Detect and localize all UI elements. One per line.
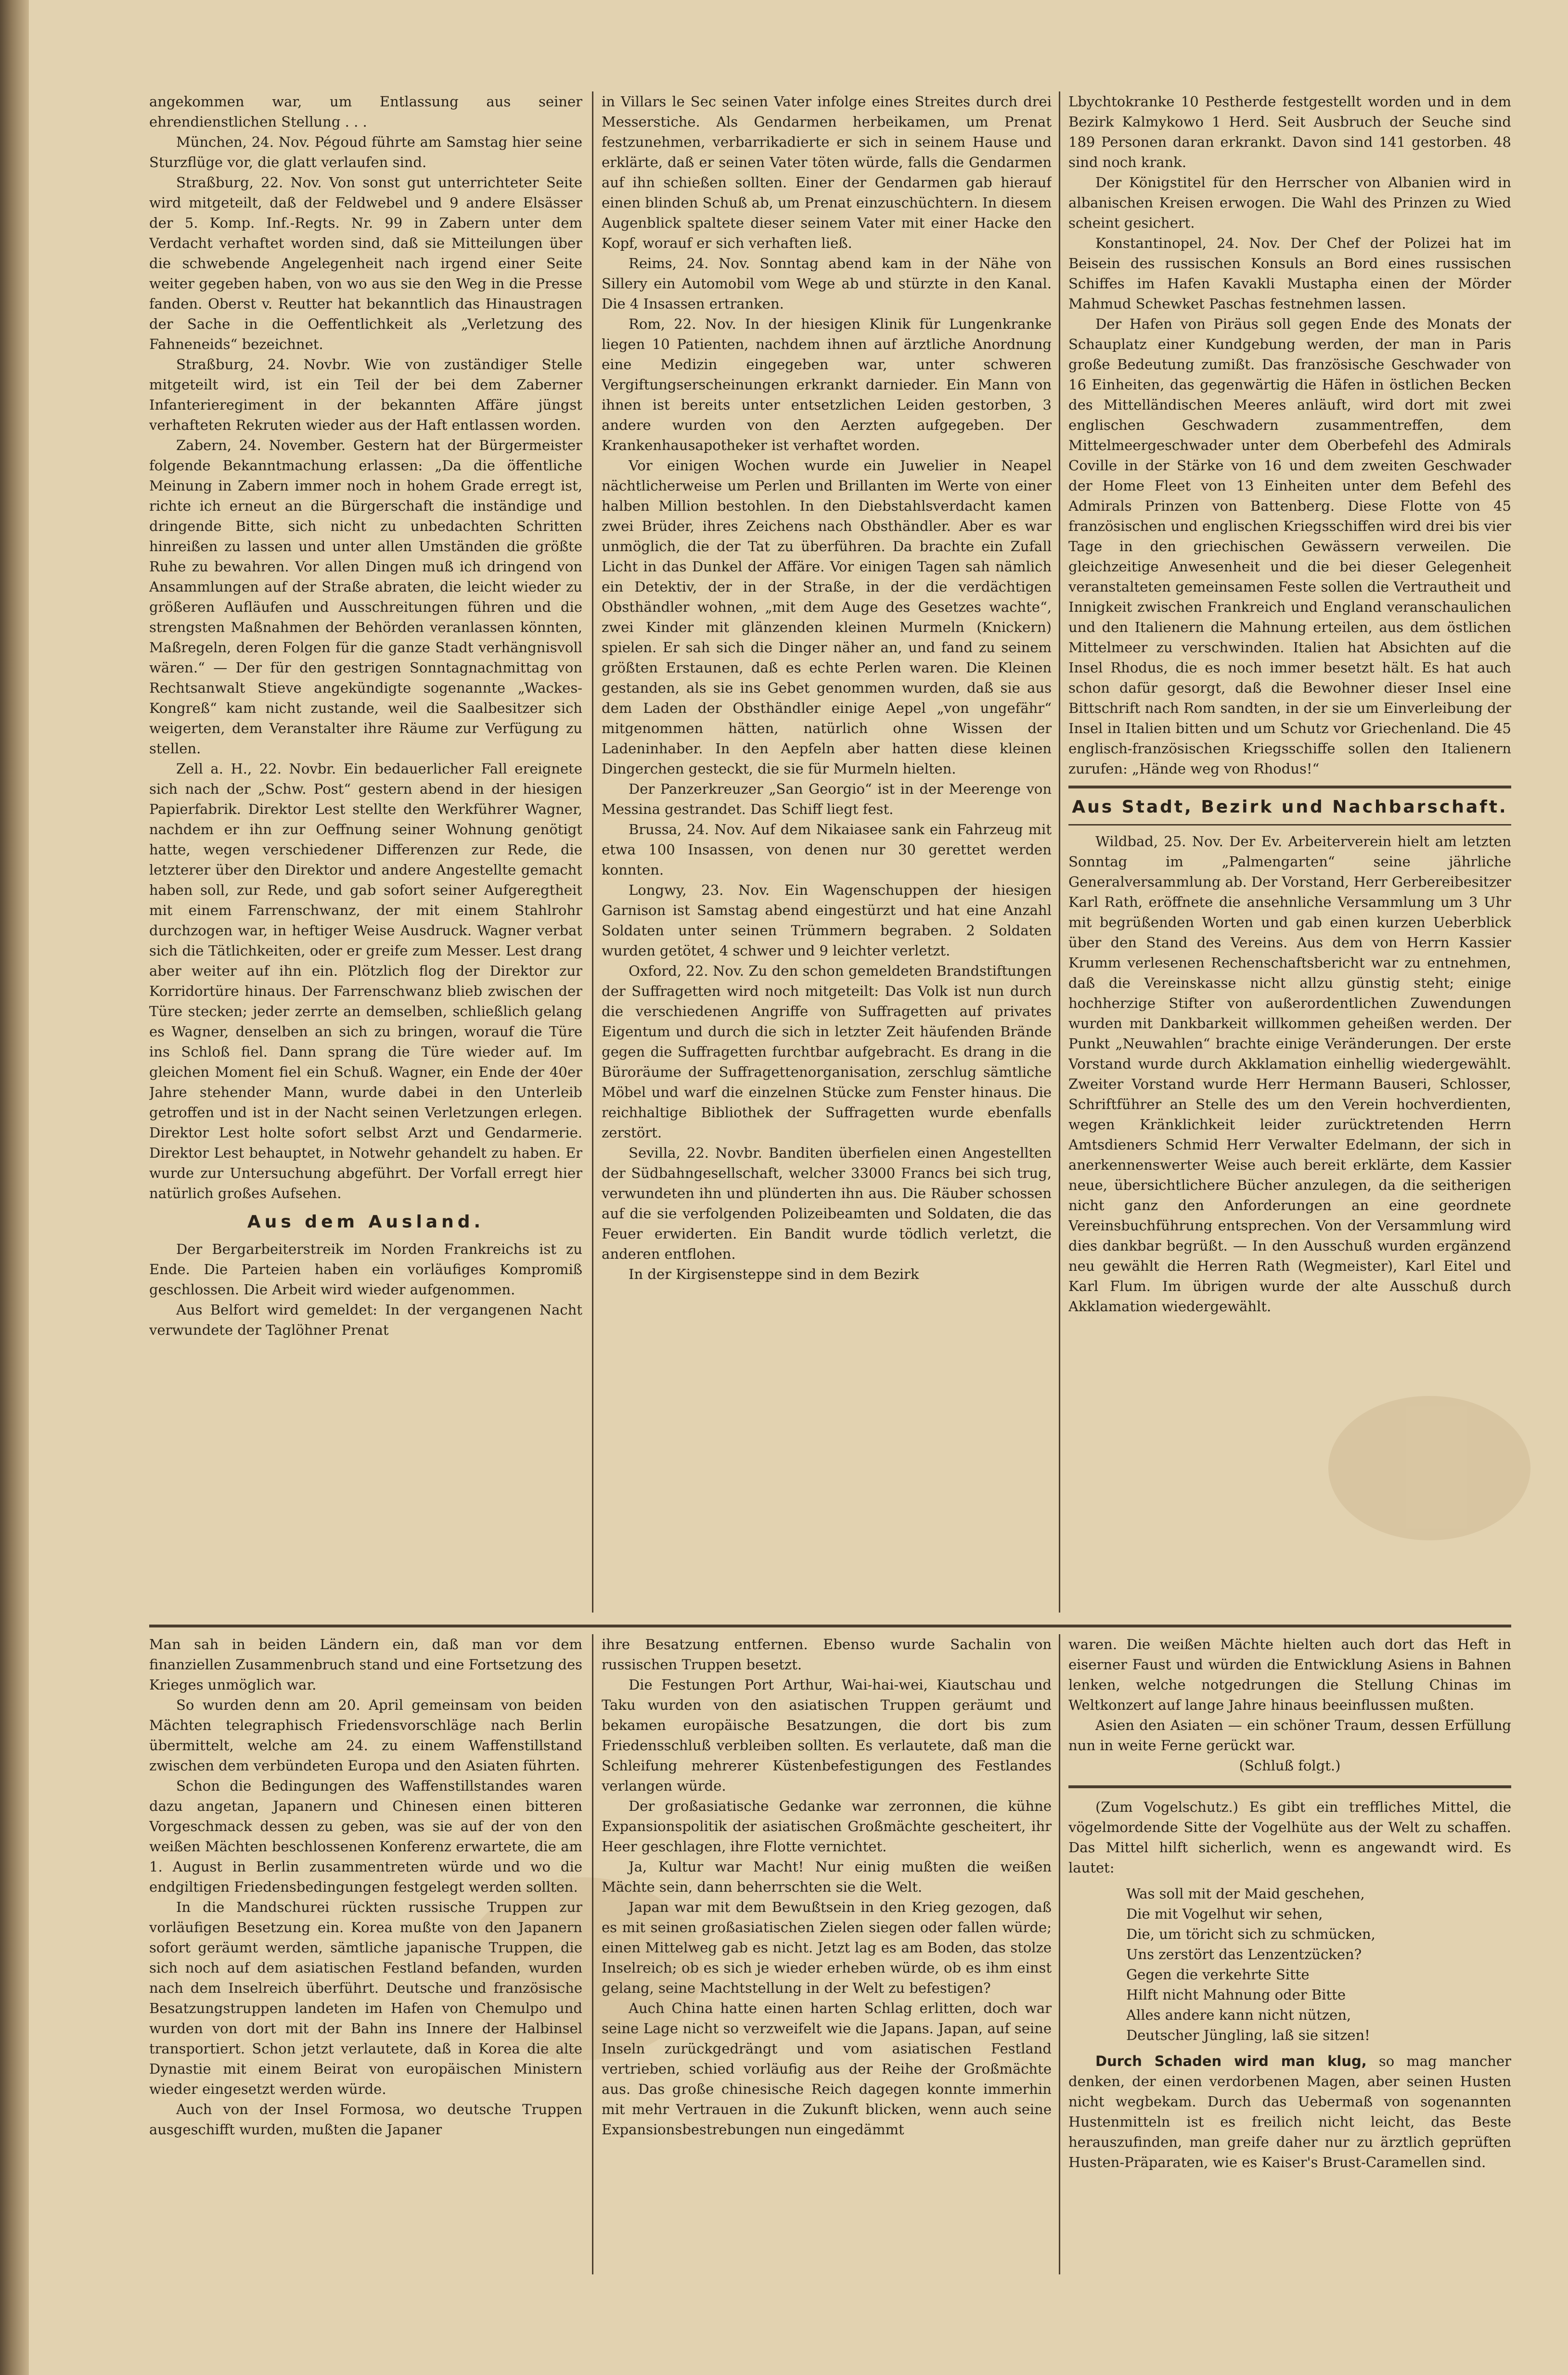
- article: Wildbad, 25. Nov. Der Ev. Arbeiterverein hielt am letzten Sonntag im „Palmengarten“ seine jährliche Generalversammlung ab. Der Vorstand, Herr Gerbereibesitzer Karl Rath, eröffnete die ansehnliche Versammlung um 3 Uhr mit begrüßenden Worten und gab einen kurzen Ueberblick über den Stand des Vereins. Aus dem von Herrn Kassier Krumm verlesenen Rechenschaftsbericht war zu entnehmen, daß die Vereinskasse nicht allzu günstig steht; einige hochherzige Stifter von außerordentlichen Zuwendungen wurden mit Dankbarkeit willkommen geheißen werden. Der Punkt „Neuwahlen“ brachte einige Veränderungen. Der erste Vorstand wurde durch Akklamation einhellig wiedergewählt. Zweiter Vorstand wurde Herr Hermann Bauseri, Schlosser, Schriftführer an Stelle des um den Verein hochverdienten, wegen Kränklichkeit leider zurücktretenden Herrn Amtsdieners Schmid Herr Verwalter Edelmann, der sich in anerkennenswerter Weise auch bereit erklärte, dem Kassier neue, übersichtlichere Bücher anzulegen, da die seitherigen nicht ganz den Anforderungen an eine geordnete Vereinsbuchführung entsprechen. Von der Versammlung wird dies dankbar begrüßt. — In den Ausschuß wurden ergänzend neu gewählt die Herren Rath (Wegmeister), Karl Eitel und Karl Flum. Im übrigen wurde der alte Ausschuß durch Akklamation wiedergewählt.: [1068, 833, 1511, 1315]
- article: Vor einigen Wochen wurde ein Juwelier in Neapel nächtlicherweise um Perlen und Brillanten im Werte von einer halben Million bestohlen. In den Diebstahlsverdacht kamen zwei Brüder, ihres Zeichens nach Obsthändler. Aber es war unmöglich, die der Tat zu überführen. Da brachte ein Zufall Licht in das Dunkel der Affäre. Vor einigen Tagen sah nämlich ein Detektiv, der in der Straße, in der die verdächtigen Obsthändler wohnen, „mit dem Auge des Gesetzes wachte“, zwei Kinder mit glänzenden kleinen Murmeln (Knickern) spielen. Er sah sich die Dinger näher an, und fand zu seinem größten Erstaunen, daß es echte Perlen waren. Die Kleinen gestanden, als sie ins Gebet genommen wurden, daß sie aus dem Laden der Obsthändler einige Aepel „von ungefähr“ mitgenommen hätten, natürlich ohne Wissen der Ladeninhaber. In den Aepfeln aber hatten diese kleinen Dingerchen gesteckt, die sie für Murmeln hielten.: [602, 457, 1052, 777]
- article: Oxford, 22. Nov. Zu den schon gemeldeten Brandstiftungen der Suffragetten wird noch mitgeteilt: Das Volk ist nun durch die verschiedenen Angriffe von Suffragetten auf privates Eigentum und durch die sich in letzter Zeit häufenden Brände gegen die Suffragetten furchtbar aufgebracht. Es drang in die Büroräume der Suffragettenorganisation, zerschlug sämtliche Möbel und warf die einzelnen Stücke zum Fenster hinaus. Die reichhaltige Bibliothek der Suffragetten wurde ebenfalls zerstört.: [602, 963, 1052, 1141]
- story-paragraph: ihre Besatzung entfernen. Ebenso wurde Sachalin von russischen Truppen besetzt.: [602, 1636, 1052, 1673]
- article: In der Kirgisensteppe sind in dem Bezirk: [629, 1266, 919, 1282]
- top-column-2: [602, 91, 1052, 1617]
- story-paragraph: Auch China hatte einen harten Schlag erlitten, doch war seine Lage nicht so verzweifelt wie die Japans. Japan, auf seine Inseln zurückgedrängt und vom asiatischen Festland vertrieben, schied vorläufig aus der Reihe der Großmächte aus. Das große chinesische Reich dagegen konnte immerhin mit mehr Vertrauen in die Zukunft blicken, wenn auch seine Expansionsbestrebungen nun eingedämmt: [602, 2000, 1052, 2138]
- article: München, 24. Nov. Pégoud führte am Samstag hier seine Sturzflüge vor, die glatt verlaufen sind.: [149, 134, 582, 170]
- article: Longwy, 23. Nov. Ein Wagenschuppen der hiesigen Garnison ist Samstag abend eingestürzt und hat eine Anzahl Soldaten unter seinen Trümmern begraben. 2 Soldaten wurden getötet, 4 schwer und 9 leichter verletzt.: [602, 882, 1052, 959]
- article: Reims, 24. Nov. Sonntag abend kam in der Nähe von Sillery ein Automobil vom Wege ab und stürzte in den Kanal. Die 4 Insassen ertranken.: [602, 255, 1052, 312]
- article: Zell a. H., 22. Novbr. Ein bedauerlicher Fall ereignete sich nach der „Schw. Post“ gestern abend in der hiesigen Papierfabrik. Direktor Lest stellte den Werkführer Wagner, nachdem er ihn zur Oeffnung seiner Wohnung genötigt hatte, wegen verschiedener Differenzen zur Rede, die letzterer über den Direktor und andere Angestellte gemacht haben soll, zur Rede, und gab sofort seiner Aufgeregtheit mit einem Farrenschwanz, der mit einem Stahlrohr durchzogen war, in heftiger Weise Ausdruck. Wagner verbat sich die Tätlichkeiten, oder er greife zum Messer. Lest drang aber weiter auf ihn ein. Plötzlich flog der Direktor zur Korridortüre hinaus. Der Farrenschwanz blieb zwischen der Türe stecken; jeder zerrte an demselben, schließlich gelang es Wagner, denselben an sich zu bringen, worauf die Türe ins Schloß fiel. Dann sprang die Türe wieder auf. Im gleichen Moment fiel ein Schuß. Wagner, ein Ende der 40er Jahre stehender Mann, wurde dabei in den Unterleib getroffen und ist in der Nacht seinen Verletzungen erlegen. Direktor Lest holte sofort selbst Arzt und Gendarmerie. Direktor Lest behauptet, in Notwehr gehandelt zu haben. Er wurde zur Untersuchung abgeführt. Der Vorfall erregt hier natürlich großes Aufsehen.: [149, 761, 582, 1201]
- section-heading: Aus dem Ausland.: [247, 1212, 485, 1232]
- story-paragraph: Der großasiatische Gedanke war zerronnen, die kühne Expansionspolitik der asiatischen Großmächte gescheitert, ihr Heer geschlagen, ihre Flotte vernichtet.: [602, 1798, 1052, 1855]
- poem: [1126, 1884, 1511, 2045]
- story-paragraph: Auch von der Insel Formosa, wo deutsche Truppen ausgeschifft wurden, mußten die Japaner: [149, 2101, 582, 2138]
- to-be-continued: (Schluß folgt.): [1239, 1757, 1341, 1774]
- bottom-column-2: [602, 1634, 1052, 2279]
- article: Der Bergarbeiterstreik im Norden Frankreichs ist zu Ende. Die Parteien haben ein vorläufiges Kompromiß geschlossen. Die Arbeit wird wieder aufgenommen.: [149, 1241, 582, 1298]
- section-rule: [1068, 824, 1511, 826]
- story-paragraph: Ja, Kultur war Macht! Nur einig mußten die weißen Mächte sein, dann beherrschten sie die Welt.: [602, 1859, 1052, 1895]
- poem-line: Was soll mit der Maid geschehen,: [1126, 1885, 1365, 1902]
- poem-line: Die mit Vogelhut wir sehen,: [1126, 1906, 1323, 1922]
- article: Konstantinopel, 24. Nov. Der Chef der Polizei hat im Beisein des russischen Konsuls an Bord eines russischen Schiffes im Hafen Kavakli Mustapha einen der Mörder Mahmud Schewket Paschas festnehmen lassen.: [1068, 235, 1511, 312]
- article: in Villars le Sec seinen Vater infolge eines Streites durch drei Messerstiche. Als Gendarmen herbeikamen, um Prenat festzunehmen, verbarrikadierte er sich in seinem Hause und erklärte, daß er seinen Vater töten würde, falls die Gendarmen auf ihn schießen sollten. Einer der Gendarmen gab hierauf einen blinden Schuß ab, um Prenat einzuschüchtern. In diesem Augenblick spaltete dieser seinem Vater mit einer Hacke den Kopf, worauf er sich verhaften ließ.: [602, 93, 1052, 251]
- book-spine: [0, 0, 29, 2375]
- section-heading: Aus Stadt, Bezirk und Nachbarschaft.: [1072, 797, 1508, 817]
- article: Der Königstitel für den Herrscher von Albanien wird in albanischen Kreisen erwogen. Die Wahl des Prinzen zu Wied scheint gesichert.: [1068, 174, 1511, 231]
- column-rule: [1059, 1634, 1060, 2274]
- article: Rom, 22. Nov. In der hiesigen Klinik für Lungenkranke liegen 10 Patienten, nachdem ihnen auf ärztliche Anordnung eine Medizin eingegeben war, unter schweren Vergiftungserscheinungen erkrankt darnieder. Ein Mann von ihnen ist bereits unter entsetzlichen Leiden gestorben, 3 andere wurden von den Aerzten aufgegeben. Der Krankenhausapotheker ist verhaftet worden.: [602, 316, 1052, 453]
- article: angekommen war, um Entlassung aus seiner ehrendienstlichen Stellung . . .: [149, 93, 582, 130]
- advertisement-text: so mag mancher denken, der einen verdorbenen Magen, aber seinen Husten nicht wegbekam. Durch das Uebermaß von sogenannten Hustenmitteln ist es freilich nicht leicht, das Beste herauszufinden, man greife daher nur zu ärztlich geprüften Husten-Präparaten, wie es Kaiser's Brust-Caramellen sind.: [1068, 2053, 1511, 2170]
- poem-line: Deutscher Jüngling, laß sie sitzen!: [1126, 2027, 1370, 2043]
- column-rule: [592, 91, 593, 1613]
- article: Der Panzerkreuzer „San Georgio“ ist in der Meerenge von Messina gestrandet. Das Schiff liegt fest.: [602, 781, 1052, 817]
- article: Sevilla, 22. Novbr. Banditen überfielen einen Angestellten der Südbahngesellschaft, welcher 33000 Francs bei sich trug, verwundeten ihn und plünderten ihn aus. Die Räuber schossen auf die sie verfolgenden Polizeibeamten und Soldaten, die das Feuer erwiderten. Ein Bandit wurde tödlich verletzt, die anderen entflohen.: [602, 1145, 1052, 1262]
- story-paragraph: Asien den Asiaten — ein schöner Traum, dessen Erfüllung nun in weite Ferne gerückt war.: [1068, 1717, 1511, 1754]
- notice-intro: (Zum Vogelschutz.) Es gibt ein treffliches Mittel, die vögelmordende Sitte der Vogelhüte aus der Welt zu schaffen. Das Mittel hilft sicherlich, wenn es angewandt wird. Es lautet:: [1068, 1799, 1511, 1876]
- article: Lbychtokranke 10 Pestherde festgestellt worden und in dem Bezirk Kalmykowo 1 Herd. Seit Ausbruch der Seuche sind 189 Personen daran erkrankt. Davon sind 141 gestorben. 48 sind noch krank.: [1068, 93, 1511, 170]
- column-rule: [592, 1634, 593, 2274]
- story-paragraph: Die Festungen Port Arthur, Wai-hai-wei, Kiautschau und Taku wurden von den asiatischen Truppen geräumt und bekamen europäische Besatzungen, die dort bis zum Friedensschluß verbleiben sollten. Es verlautete, daß man die Schleifung mehrerer Küstenbefestigungen des Festlandes verlangen würde.: [602, 1677, 1052, 1794]
- story-paragraph: Schon die Bedingungen des Waffenstillstandes waren dazu angetan, Japanern und Chinesen einen bitteren Vorgeschmack dessen zu geben, was sie auf der von den weißen Mächten beschlossenen Konferenz erwartete, die am 1. August in Berlin zusammentreten würde und wo die endgiltigen Friedensbedingungen festgelegt werden sollten.: [149, 1778, 582, 1895]
- poem-line: Hilft nicht Mahnung oder Bitte: [1126, 1987, 1346, 2003]
- article: Straßburg, 22. Nov. Von sonst gut unterrichteter Seite wird mitgeteilt, daß der Feldwebel und 9 andere Elsässer der 5. Komp. Inf.-Regts. Nr. 99 in Zabern unter dem Verdacht verhaftet worden sind, daß sie Mitteilungen über die schwebende Angelegenheit nach irgend einer Seite weiter gegeben haben, von wo aus sie den Weg in die Presse fanden. Oberst v. Reutter hat bekanntlich das Hinaustragen der Sache in die Oeffentlichkeit als „Verletzung des Fahneneids“ bezeichnet.: [149, 174, 582, 352]
- advertisement: [1068, 2051, 1511, 2172]
- advertisement-lead: Durch Schaden wird man klug,: [1095, 2053, 1367, 2069]
- poem-line: Alles andere kann nicht nützen,: [1126, 2007, 1351, 2023]
- poem-line: Gegen die verkehrte Sitte: [1126, 1966, 1310, 1983]
- newspaper-page: [29, 0, 1568, 2375]
- story-paragraph: Japan war mit dem Bewußtsein in den Krieg gezogen, daß es mit seinen großasiatischen Zielen siegen oder fallen würde; einen Mittelweg gab es nicht. Jetzt lag es am Boden, das stolze Inselreich; ob es sich je wieder erheben würde, ob es ihm einst gelang, seine Machtstellung in der Welt zu befestigen?: [602, 1899, 1052, 1996]
- section-rule: [1068, 1785, 1511, 1788]
- article: Brussa, 24. Nov. Auf dem Nikaiasee sank ein Fahrzeug mit etwa 100 Insassen, von denen nur 30 gerettet werden konnten.: [602, 821, 1052, 878]
- story-paragraph: Man sah in beiden Ländern ein, daß man vor dem finanziellen Zusammenbruch stand und eine Fortsetzung des Krieges unmöglich war.: [149, 1636, 582, 1693]
- story-paragraph: So wurden denn am 20. April gemeinsam von beiden Mächten telegraphisch Friedensvorschläge nach Berlin übermittelt, welche am 24. zu einem Waffenstillstand zwischen dem verbündeten Europa und den Asiaten führten.: [149, 1697, 582, 1774]
- article: Zabern, 24. November. Gestern hat der Bürgermeister folgende Bekanntmachung erlassen: „Da die öffentliche Meinung in Zabern immer noch in hohem Grade erregt ist, richte ich erneut an die Bürgerschaft die inständige und dringende Bitte, sich nicht zu unbedachten Schritten hinreißen zu lassen und unter allen Umständen die größte Ruhe zu bewahren. Vor allen Dingen muß ich dringend von Ansammlungen auf der Straße abraten, die leicht wieder zu größeren Aufläufen und Ausschreitungen führen und die strengsten Maßnahmen der Behörden veranlassen könnten, Maßregeln, deren Folgen für die ganze Stadt verhängnisvoll wären.“ — Der für den gestrigen Sonntagnachmittag von Rechtsanwalt Stieve angekündigte sogenannte „Wackes-Kongreß“ kam nicht zustande, weil die Saalbesitzer sich weigerten, dem Veranstalter ihre Räume zur Verfügung zu stellen.: [149, 437, 582, 757]
- bottom-column-3: [1068, 1634, 1511, 2279]
- section-rule: [1068, 786, 1511, 788]
- article: Der Hafen von Piräus soll gegen Ende des Monats der Schauplatz einer Kundgebung werden, der man in Paris große Bedeutung zumißt. Das französische Geschwader von 16 Einheiten, das gegenwärtig die Häfen in östlichen Becken des Mittelländischen Meeres anläuft, wird dort mit zwei englischen Geschwadern zusammentreffen, dem Mittelmeergeschwader unter dem Oberbefehl des Admirals Coville in der Stärke von 16 und dem zweiten Geschwader der Home Fleet von 13 Einheiten unter dem Befehl des Admirals Prinzen von Battenberg. Diese Flotte von 45 französischen und englischen Kriegsschiffen wird drei bis vier Tage in den griechischen Gewässern verweilen. Die gleichzeitige Anwesenheit und die bei dieser Gelegenheit veranstalteten gemeinsamen Feste sollen die Vertrautheit und Innigkeit zwischen Frankreich und England veranschaulichen und den Italienern die Mahnung erteilen, aus dem östlichen Mittelmeer zu verschwinden. Italien hat Absichten auf die Insel Rhodus, die es noch immer besetzt hält. Es hat auch schon dafür gesorgt, daß die Bewohner dieser Insel eine Bittschrift nach Rom sandten, in der sie um Einverleibung der Insel in Italien bitten und um Schutz vor Griechenland. Die 45 englisch-französischen Kriegsschiffe sollen den Italienern zurufen: „Hände weg von Rhodus!“: [1068, 316, 1511, 777]
- top-column-1: [149, 91, 582, 1617]
- column-rule: [1059, 91, 1060, 1613]
- poem-line: Die, um töricht sich zu schmücken,: [1126, 1926, 1375, 1942]
- article: Aus Belfort wird gemeldet: In der vergangenen Nacht verwundete der Taglöhner Prenat: [149, 1302, 582, 1338]
- story-paragraph: In die Mandschurei rückten russische Truppen zur vorläufigen Besetzung ein. Korea mußte von den Japanern sofort geräumt werden, sämtliche japanische Truppen, die sich noch auf dem asiatischen Festland befanden, wurden nach dem Inselreich überführt. Deutsche und französische Besatzungstruppen landeten im Hafen von Chemulpo und wurden von dort mit der Bahn ins Innere der Halbinsel transportiert. Schon jetzt verlautete, daß in Korea die alte Dynastie mit einem Beirat von europäischen Ministern wieder eingesetzt werden würde.: [149, 1899, 582, 2097]
- story-paragraph: waren. Die weißen Mächte hielten auch dort das Heft in eiserner Faust und würden die Entwicklung Asiens in Bahnen lenken, welche notgedrungen die Stellung Chinas im Weltkonzert auf lange Jahre hinaus beeinflussen mußten.: [1068, 1636, 1511, 1713]
- feuilleton-divider: [149, 1625, 1511, 1627]
- bottom-column-1: [149, 1634, 582, 2279]
- poem-line: Uns zerstört das Lenzentzücken?: [1126, 1946, 1362, 1962]
- top-column-3: [1068, 91, 1511, 1617]
- article: Straßburg, 24. Novbr. Wie von zuständiger Stelle mitgeteilt wird, ist ein Teil der bei dem Zaberner Infanterieregiment in der bekannten Affäre jüngst verhafteten Rekruten wieder aus der Haft entlassen worden.: [149, 356, 582, 433]
